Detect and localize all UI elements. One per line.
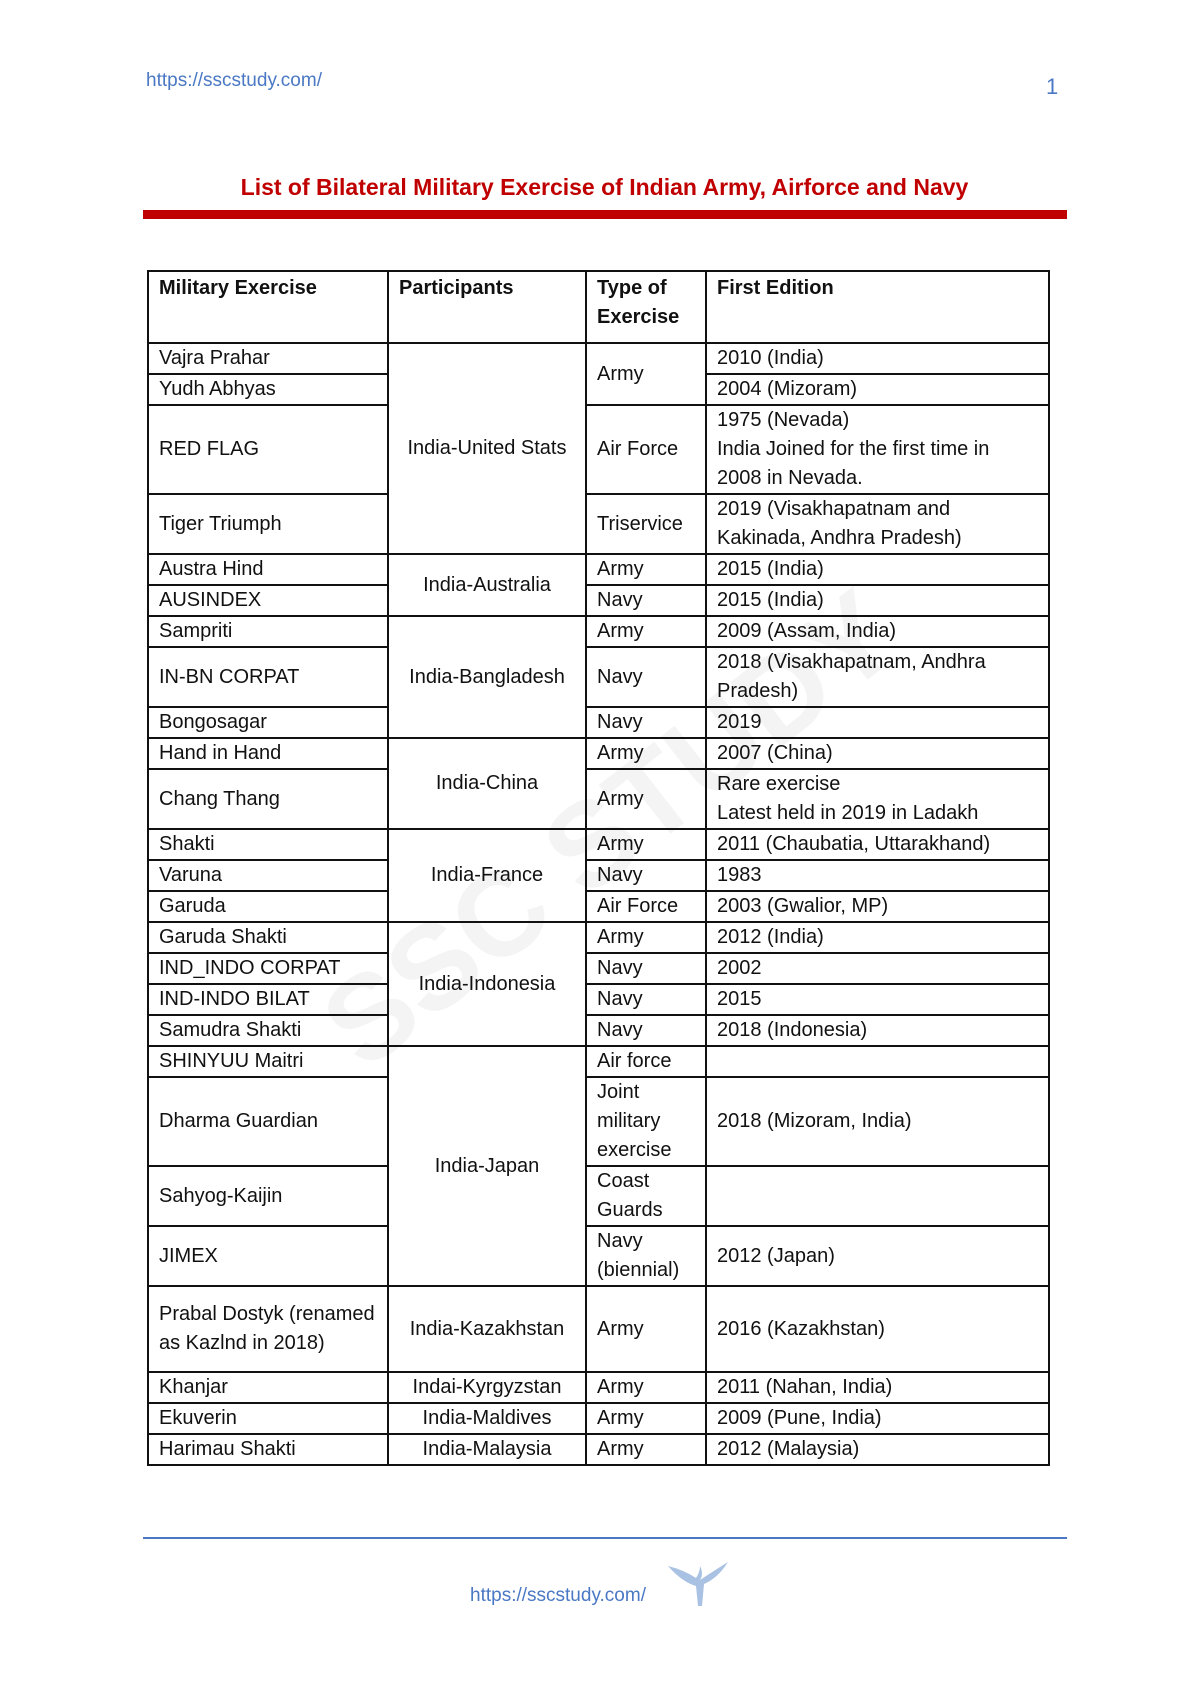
first-edition-cell: 2012 (Japan) (706, 1226, 1049, 1286)
first-edition-cell: 2018 (Mizoram, India) (706, 1077, 1049, 1166)
exercise-name-cell: Chang Thang (148, 769, 388, 829)
exercise-name-cell: Harimau Shakti (148, 1434, 388, 1465)
first-edition-cell: 2009 (Assam, India) (706, 616, 1049, 647)
table-header-row (148, 271, 1049, 343)
first-edition-cell: 2016 (Kazakhstan) (706, 1286, 1049, 1372)
participants-cell: India-Australia (388, 554, 586, 616)
exercise-type-cell: Army (586, 616, 706, 647)
exercise-type-cell: Air Force (586, 891, 706, 922)
exercise-type-cell: Triservice (586, 494, 706, 554)
first-edition-cell: 2018 (Indonesia) (706, 1015, 1049, 1046)
exercise-name-cell: IND-INDO BILAT (148, 984, 388, 1015)
exercise-type-cell: Navy (586, 953, 706, 984)
participants-cell: India-Indonesia (388, 922, 586, 1046)
exercise-name-cell: Shakti (148, 829, 388, 860)
table-row (148, 554, 1049, 585)
exercise-name-cell: IN-BN CORPAT (148, 647, 388, 707)
exercise-name-cell: Bongosagar (148, 707, 388, 738)
exercise-type-cell: Navy (biennial) (586, 1226, 706, 1286)
exercise-name-cell: SHINYUU Maitri (148, 1046, 388, 1077)
table-row (148, 616, 1049, 647)
exercise-type-cell: Army (586, 343, 706, 405)
first-edition-cell: 2012 (India) (706, 922, 1049, 953)
participants-cell: India-United Stats (388, 343, 586, 554)
exercise-name-cell: Sampriti (148, 616, 388, 647)
table-row (148, 1166, 1049, 1226)
header-cell: Military Exercise (148, 271, 388, 343)
exercise-type-cell: Navy (586, 1015, 706, 1046)
first-edition-cell: 2015 (706, 984, 1049, 1015)
table-row (148, 891, 1049, 922)
exercise-name-cell: Ekuverin (148, 1403, 388, 1434)
exercise-type-cell: Joint military exercise (586, 1077, 706, 1166)
exercise-type-cell: Army (586, 1434, 706, 1465)
exercise-type-cell: Army (586, 1286, 706, 1372)
exercise-type-cell: Coast Guards (586, 1166, 706, 1226)
exercise-name-cell: Varuna (148, 860, 388, 891)
table-row (148, 585, 1049, 616)
exercise-type-cell: Air force (586, 1046, 706, 1077)
document-title: List of Bilateral Military Exercise of Indian Army, Airforce and Navy (240, 174, 969, 200)
first-edition-cell (706, 1046, 1049, 1077)
participants-cell: India-Bangladesh (388, 616, 586, 738)
exercise-name-cell: Khanjar (148, 1372, 388, 1403)
exercise-name-cell: Garuda Shakti (148, 922, 388, 953)
exercise-name-cell: Austra Hind (148, 554, 388, 585)
table-body (148, 343, 1049, 1465)
table-row (148, 769, 1049, 829)
exercise-name-cell: Hand in Hand (148, 738, 388, 769)
table-row (148, 1372, 1049, 1403)
first-edition-cell: 2019 (Visakhapatnam and Kakinada, Andhra Pradesh) (706, 494, 1049, 554)
footer-url[interactable]: https://sscstudy.com/ (470, 1585, 646, 1606)
table-row (148, 494, 1049, 554)
first-edition-cell: 2011 (Chaubatia, Uttarakhand) (706, 829, 1049, 860)
table-row (148, 405, 1049, 494)
header-cell: Type of Exercise (586, 271, 706, 343)
exercise-type-cell: Army (586, 1372, 706, 1403)
first-edition-cell: 2002 (706, 953, 1049, 984)
first-edition-cell: 2012 (Malaysia) (706, 1434, 1049, 1465)
first-edition-cell: 2007 (China) (706, 738, 1049, 769)
exercise-name-cell: AUSINDEX (148, 585, 388, 616)
table-row (148, 1015, 1049, 1046)
first-edition-cell: 2019 (706, 707, 1049, 738)
table-row (148, 738, 1049, 769)
table-row (148, 1434, 1049, 1465)
exercise-type-cell: Army (586, 738, 706, 769)
participants-cell: India-Japan (388, 1046, 586, 1286)
page-number: 1 (1046, 74, 1059, 99)
participants-cell: India-France (388, 829, 586, 922)
header-url[interactable]: https://sscstudy.com/ (146, 70, 322, 91)
table-row (148, 860, 1049, 891)
exercise-type-cell: Navy (586, 647, 706, 707)
exercise-name-cell: Tiger Triumph (148, 494, 388, 554)
table-row (148, 1286, 1049, 1372)
participants-cell: India-Kazakhstan (388, 1286, 586, 1372)
exercise-type-cell: Army (586, 769, 706, 829)
first-edition-cell: 2011 (Nahan, India) (706, 1372, 1049, 1403)
exercise-name-cell: Garuda (148, 891, 388, 922)
first-edition-cell: 2015 (India) (706, 585, 1049, 616)
bird-logo-icon (666, 1556, 730, 1608)
first-edition-cell: 1983 (706, 860, 1049, 891)
first-edition-cell: 2004 (Mizoram) (706, 374, 1049, 405)
header-cell: Participants (388, 271, 586, 343)
exercise-table (147, 270, 1050, 1466)
exercise-type-cell: Navy (586, 707, 706, 738)
participants-cell: India-Maldives (388, 1403, 586, 1434)
first-edition-cell: 2015 (India) (706, 554, 1049, 585)
table-row (148, 647, 1049, 707)
first-edition-cell: Rare exercise Latest held in 2019 in Ladakh (706, 769, 1049, 829)
exercise-name-cell: JIMEX (148, 1226, 388, 1286)
exercise-name-cell: Vajra Prahar (148, 343, 388, 374)
exercise-type-cell: Army (586, 1403, 706, 1434)
table-row (148, 829, 1049, 860)
title-underline (143, 210, 1067, 219)
table-row (148, 953, 1049, 984)
first-edition-cell: 2009 (Pune, India) (706, 1403, 1049, 1434)
exercise-name-cell: IND_INDO CORPAT (148, 953, 388, 984)
table-row (148, 1226, 1049, 1286)
table-row (148, 1046, 1049, 1077)
exercise-name-cell: Dharma Guardian (148, 1077, 388, 1166)
first-edition-cell (706, 1166, 1049, 1226)
exercise-type-cell: Army (586, 554, 706, 585)
table-row (148, 1077, 1049, 1166)
table-row (148, 707, 1049, 738)
first-edition-cell: 1975 (Nevada) India Joined for the first time in 2008 in Nevada. (706, 405, 1049, 494)
table-row (148, 1403, 1049, 1434)
exercise-type-cell: Navy (586, 585, 706, 616)
exercise-name-cell: RED FLAG (148, 405, 388, 494)
first-edition-cell: 2010 (India) (706, 343, 1049, 374)
participants-cell: India-China (388, 738, 586, 829)
participants-cell: India-Malaysia (388, 1434, 586, 1465)
exercise-type-cell: Air Force (586, 405, 706, 494)
exercise-name-cell: Yudh Abhyas (148, 374, 388, 405)
exercise-type-cell: Army (586, 829, 706, 860)
exercise-name-cell: Prabal Dostyk (renamed as Kazlnd in 2018) (148, 1286, 388, 1372)
header-cell: First Edition (706, 271, 1049, 343)
exercise-type-cell: Army (586, 922, 706, 953)
footer-rule (143, 1537, 1067, 1539)
table-row (148, 984, 1049, 1015)
exercise-type-cell: Navy (586, 860, 706, 891)
exercise-name-cell: Samudra Shakti (148, 1015, 388, 1046)
first-edition-cell: 2018 (Visakhapatnam, Andhra Pradesh) (706, 647, 1049, 707)
participants-cell: Indai-Kyrgyzstan (388, 1372, 586, 1403)
exercise-type-cell: Navy (586, 984, 706, 1015)
first-edition-cell: 2003 (Gwalior, MP) (706, 891, 1049, 922)
table-row (148, 922, 1049, 953)
table-row (148, 343, 1049, 374)
exercise-name-cell: Sahyog-Kaijin (148, 1166, 388, 1226)
